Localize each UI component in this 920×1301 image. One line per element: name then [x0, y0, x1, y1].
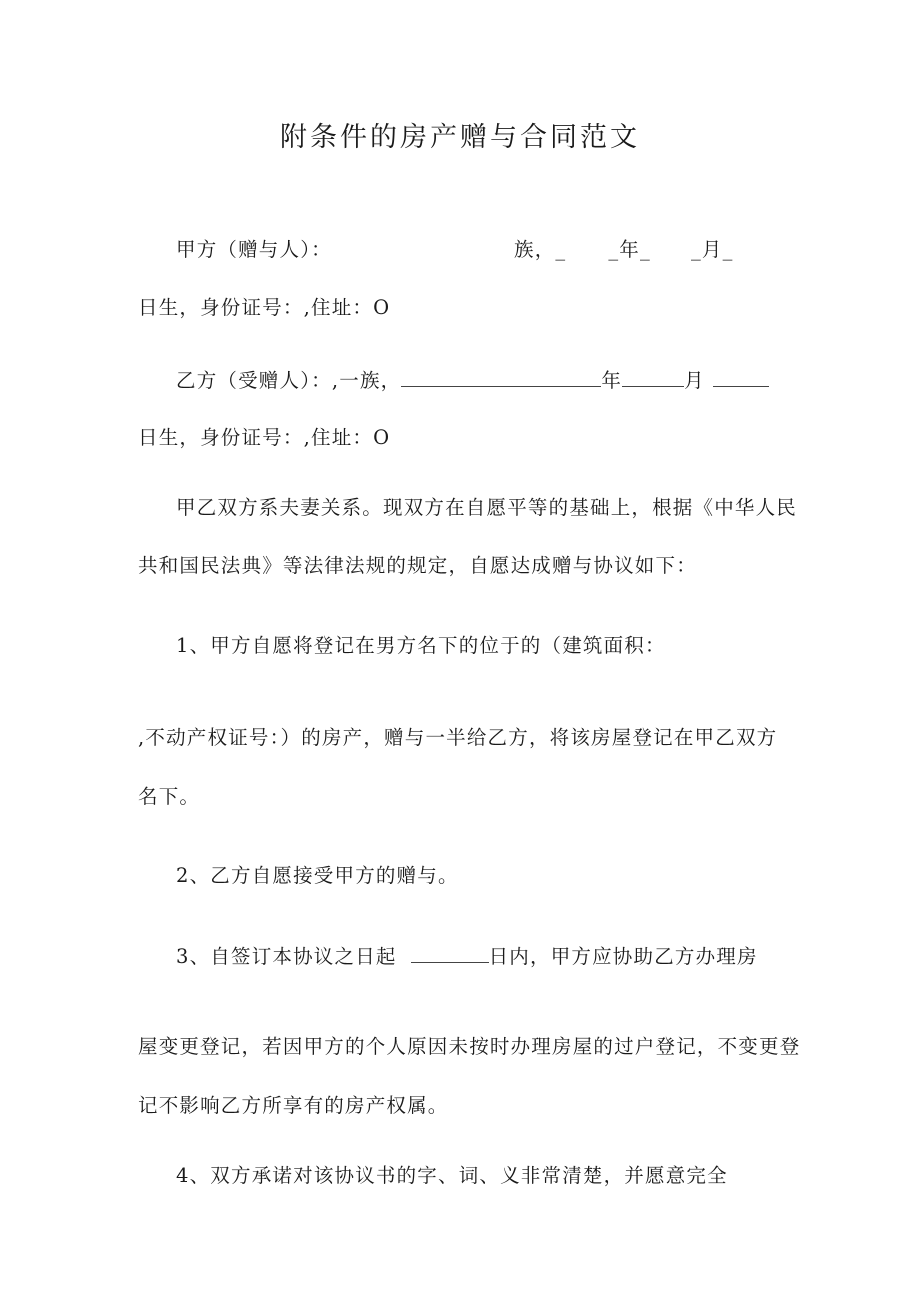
party-b-line-1: [176, 366, 769, 395]
party-a-month: _月_: [690, 238, 734, 261]
document-title: 附条件的房产赠与合同范文: [280, 122, 640, 153]
intro-line-1: 甲乙双方系夫妻关系。现双方在自愿平等的基础上，根据《中华人民: [176, 496, 798, 519]
party-b-month: 月: [684, 369, 705, 392]
clause-1-line-3: 名下。: [138, 785, 201, 808]
clause-1-line-2: ,不动产权证号：）的房产，赠与一半给乙方，将该房屋登记在甲乙双方: [138, 726, 778, 749]
clause-3-suffix: 日内，甲方应协助乙方办理房: [488, 945, 758, 968]
clause-3-line-1: [176, 942, 758, 971]
party-a-label: 甲方（赠与人）：: [176, 238, 332, 261]
party-a-line-2: 日生，身份证号：,住址：O: [138, 296, 391, 319]
party-b-line-2: 日生，身份证号：,住址：O: [138, 426, 391, 449]
clause-2-line-1: 2、乙方自愿接受甲方的赠与。: [176, 864, 459, 887]
blank-line: [401, 366, 601, 387]
blank-line: [713, 366, 769, 387]
party-a-birth-fields: [514, 236, 734, 264]
party-a-ethnic: 族，_: [514, 238, 567, 261]
party-a-year: _年_: [608, 238, 651, 261]
clause-1-line-1: 1、甲方自愿将登记在男方名下的位于的（建筑面积：: [176, 634, 666, 657]
party-a-line-1: [176, 236, 332, 264]
blank-line: [411, 942, 489, 963]
clause-3-prefix: 3、自签订本协议之日起: [176, 945, 397, 968]
blank-line: [622, 366, 684, 387]
clause-4-line-1: 4、双方承诺对该协议书的字、词、义非常清楚，并愿意完全: [176, 1164, 728, 1187]
intro-line-2: 共和国民法典》等法律法规的规定，自愿达成赠与协议如下：: [138, 554, 697, 577]
clause-3-line-2: 屋变更登记，若因甲方的个人原因未按时办理房屋的过户登记，不变更登: [138, 1035, 801, 1058]
clause-3-line-3: 记不影响乙方所享有的房产权属。: [138, 1094, 449, 1117]
party-b-label: 乙方（受赠人）：,一族，: [176, 369, 402, 392]
party-b-year: 年: [601, 369, 623, 392]
